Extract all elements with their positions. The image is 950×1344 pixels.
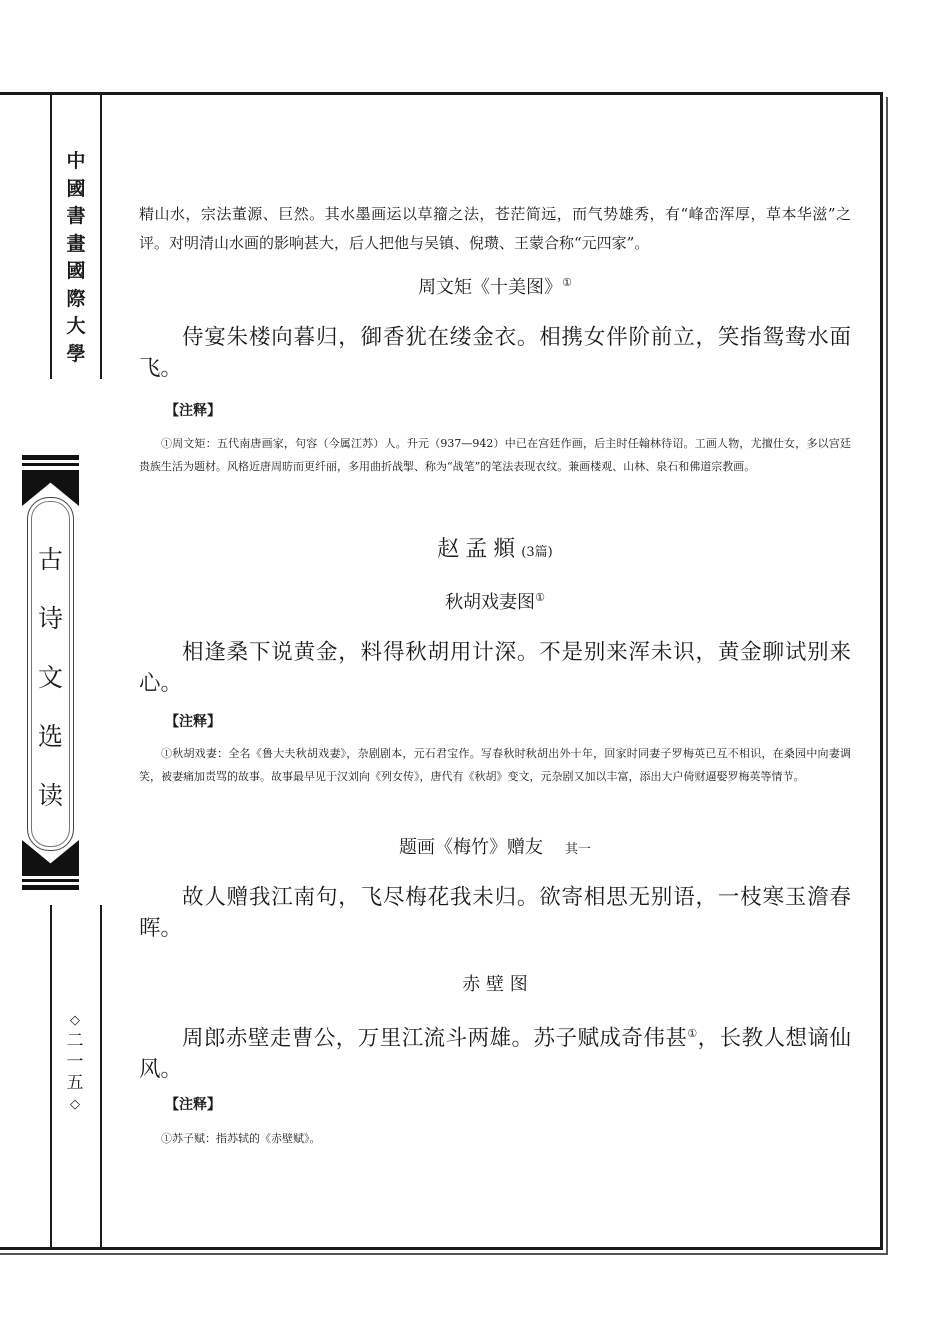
footnote-marker: ① (535, 591, 545, 604)
note-text: ①苏子赋：指苏轼的《赤壁赋》。 (161, 1132, 321, 1145)
sidebar-rule-right-top (100, 94, 102, 379)
poem-title: 赤 壁 图 (462, 974, 528, 995)
poem-title: 题画《梅竹》赠友 其一 (398, 837, 591, 858)
note-text: ①周文矩：五代南唐画家，句容（今属江苏）人。升元（937—942）中已在宫廷作画，后主时任翰林待诏。工画人物，尤擅仕女，多以宫廷贵族生活为题材。风格近唐周昉而更纤丽，多用曲折战掣、称为“战笔”的笔法表现衣纹。兼画楼观、山林、泉石和佛道宗教画。 (139, 437, 851, 473)
sidebar-rule-left-top (50, 94, 52, 379)
poem-body: 周郎赤壁走曹公，万里江流斗两雄。苏子赋成奇伟甚①，长教人想谪仙风。 (139, 1026, 851, 1083)
banner-bar-top-2 (22, 463, 79, 466)
banner-bar-bottom-2 (22, 885, 79, 890)
page-number: ◇ 二 一 五 ◇ (66, 1013, 84, 1112)
footnote-marker: ① (562, 276, 572, 289)
sidebar-book-title: 中 國 書 畫 國 際 大 學 (66, 150, 86, 365)
footnote-marker: ① (687, 1027, 698, 1040)
banner-bar-bottom-1 (22, 879, 79, 882)
poem-title: 秋胡戏妻图① (445, 591, 545, 613)
poem-subtitle: 其一 (564, 842, 591, 857)
note-label: 【注释】 (165, 403, 221, 419)
sidebar-rule-left-bottom (50, 905, 52, 1250)
intro-paragraph: 精山水，宗法董源、巨然。其水墨画运以草籀之法，苍茫简远，而气势雄秀，有“峰峦浑厚，草本华滋”之评。对明清山水画的影响甚大，后人把他与吴镇、倪瓒、王蒙合称“元四家”。 (139, 205, 851, 252)
banner-section-title: 古 诗 文 选 读 (37, 545, 63, 810)
note-text: ①秋胡戏妻：全名《鲁大夫秋胡戏妻》，杂剧剧本，元石君宝作。写春秋时秋胡出外十年，回家时同妻子罗梅英已互不相识，在桑园中向妻调笑，被妻痛加责骂的故事。故事最早见于汉刘向《列女传》，唐代有《秋胡》变文，元杂剧又加以丰富，添出大户倚财逼娶罗梅英等情节。 (139, 747, 851, 783)
main-content (139, 200, 851, 1145)
poem-title: 周文矩《十美图》① (418, 276, 572, 298)
banner-bar-top-1 (22, 455, 79, 460)
note-label: 【注释】 (165, 1097, 221, 1113)
poem-body: 侍宴朱楼向暮归，御香犹在缕金衣。相携女伴阶前立，笑指鸳鸯水面飞。 (139, 325, 851, 381)
sidebar-rule-right-bottom (100, 905, 102, 1250)
poem-body: 故人赠我江南句，飞尽梅花我未归。欲寄相思无别语，一枝寒玉澹春晖。 (139, 885, 851, 941)
poem-body: 相逢桑下说黄金，料得秋胡用计深。不是别来浑未识，黄金聊试别来心。 (139, 640, 851, 696)
author-heading: 赵孟頫(3篇) (437, 537, 553, 562)
note-label: 【注释】 (165, 714, 221, 730)
